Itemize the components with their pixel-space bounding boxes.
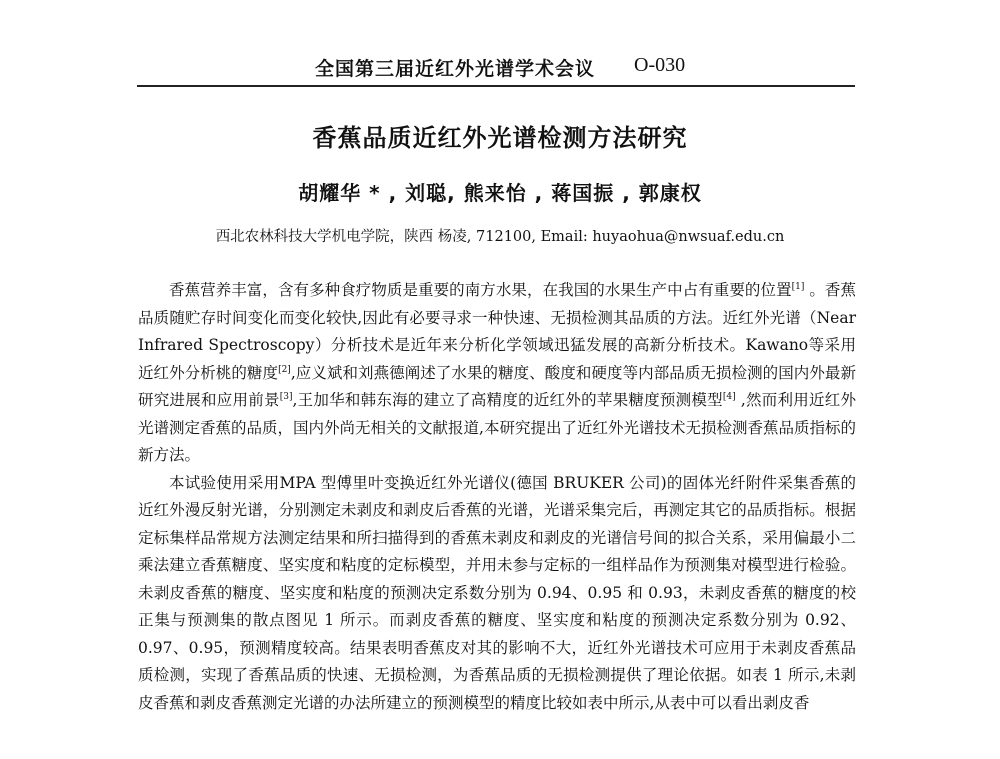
paragraph-1-part-a: 香蕉营养丰富，含有多种食疗物质是重要的南方水果，在我国的水果生产中占有重要的位置 (169, 281, 792, 299)
citation-1: [1] (791, 282, 805, 292)
paragraph-2: 本试验使用采用MPA 型傅里叶变换近红外光谱仪(德国 BRUKER 公司)的固体光纤附件采集香蕉的近红外漫反射光谱，分别测定未剥皮和剥皮后香蕉的光谱，光谱采集完后，再测定其它的品质指标。根据定标集样品常规方法测定结果和所扫描得到的香蕉未剥皮和剥皮的光谱信号间的拟合关系，采用偏最小二乘法建立香蕉糖度、坚实度和粘度的定标模型，并用未参与定标的一组样品作为预测集对模型进行检验。未剥皮香蕉的糖度、坚实度和粘度的预测决定系数分别为 0.94、0.95 和 0.93，未剥皮香蕉的糖度的校正集与预测集的散点图见 1 所示。而剥皮香蕉的糖度、坚实度和粘度的预测决定系数分别为 0.92、0.97、0.95，预测精度较高。结果表明香蕉皮对其的影响不大，近红外光谱技术可应用于未剥皮香蕉品质检测，实现了香蕉品质的快速、无损检测，为香蕉品质的无损检测提供了理论依据。如表 1 所示,未剥皮香蕉和剥皮香蕉测定光谱的办法所建立的预测模型的精度比较如表中所示,从表中可以看出剥皮香 (138, 473, 856, 712)
author-list: 胡耀华 * , 刘聪, 熊来怡 , 蒋国振 , 郭康权 (298, 181, 702, 205)
citation-4: [4] (722, 392, 736, 402)
abstract-body (138, 277, 856, 717)
paragraph-1-part-e: ,然而利用近红外光谱测定香蕉的品质，国内外尚无相关的文献报道,本研究提出了近红外光谱技术无损检测香蕉品质指标的新方法。 (138, 391, 856, 464)
citation-2: [2] (278, 364, 291, 375)
conference-name: 全国第三届近红外光谱学术会议 (315, 58, 596, 80)
paragraph-1-part-b: 。香蕉品质随贮存时间变化而变化较快,因此有必要寻求一种快速、无损检测其品质的方法。近红外光谱（Near Infrared Spectroscopy）分析技术是近年来分析化学领域迅猛发展的高新分析技术。Kawano等采用近红外分析桃的糖度 (138, 281, 856, 382)
paragraph-1-part-d: ,王加华和韩东海的建立了高精度的近红外的苹果糖度预测模型 (292, 391, 723, 409)
paragraph-1 (138, 277, 856, 470)
paragraph-1-part-c: ,应义斌和刘燕德阐述了水果的糖度、酸度和硬度等内部品质无损检测的国内外最新研究进展和应用前景 (138, 363, 856, 409)
affiliation: 西北农林科技大学机电学院，陕西 杨凌, 712100, Email: huyaohua@nwsuaf.edu.cn (215, 229, 785, 245)
header-rule (137, 85, 855, 87)
running-header (137, 46, 855, 86)
paper-title: 香蕉品质近红外光谱检测方法研究 (312, 124, 688, 152)
citation-3: [3] (279, 392, 293, 402)
paper-code: O-030 (634, 54, 686, 76)
